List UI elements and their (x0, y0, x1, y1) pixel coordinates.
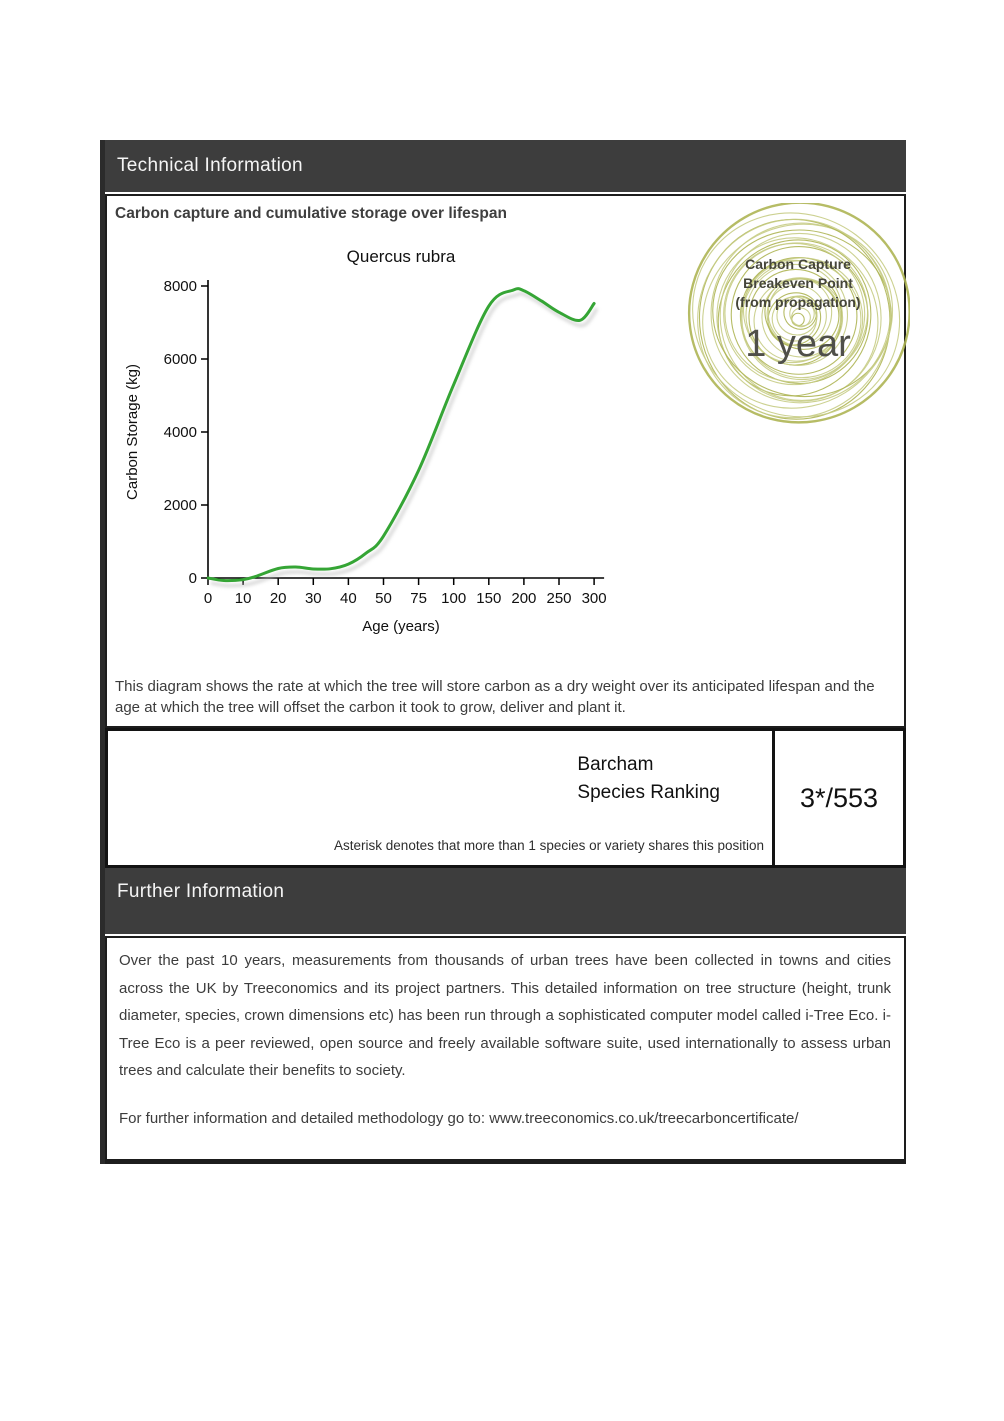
further-information-title: Further Information (117, 881, 285, 902)
further-information-paragraph: Over the past 10 years, measurements from thousands of urban trees have been collected in towns and cities across the UK by Treeconomics and its project partners. This detailed information on tree structure (height, trunk diameter, species, crown dimensions etc) has been run through a sophisticated computer model called i-Tree Eco. i-Tree Eco is a peer reviewed, open source and freely available software suite, used internationally to assess urban trees and calculate their benefits to society. (119, 952, 891, 1079)
species-ranking-left-cell (108, 731, 772, 865)
svg-text:Carbon Storage (kg): Carbon Storage (kg) (124, 364, 141, 500)
svg-text:2000: 2000 (163, 497, 197, 514)
svg-text:100: 100 (441, 590, 467, 607)
svg-text:250: 250 (546, 590, 572, 607)
svg-text:50: 50 (375, 590, 392, 607)
further-information-header (105, 868, 906, 934)
svg-text:4000: 4000 (163, 424, 197, 441)
svg-text:200: 200 (511, 590, 537, 607)
badge-line-3: (from propagation) (735, 294, 861, 310)
svg-text:0: 0 (188, 570, 197, 587)
certificate-page (100, 140, 906, 1164)
breakeven-badge-text (686, 203, 910, 427)
badge-line-1: Carbon Capture (745, 256, 851, 272)
svg-text:Age (years): Age (years) (362, 618, 440, 635)
ranking-label-line-2: Species Ranking (577, 782, 720, 803)
chart-description: This diagram shows the rate at which the tree will store carbon as a dry weight over its anticipated lifespan and the age at which the tree will offset the carbon it took to grow, deliver and plant it. (115, 678, 875, 716)
breakeven-badge (686, 203, 910, 427)
technical-information-title: Technical Information (117, 155, 303, 176)
svg-text:20: 20 (269, 590, 287, 607)
svg-text:6000: 6000 (163, 351, 197, 368)
svg-text:10: 10 (234, 590, 252, 607)
svg-text:8000: 8000 (163, 278, 197, 295)
badge-line-2: Breakeven Point (743, 275, 853, 291)
chart-panel-title: Carbon capture and cumulative storage over lifespan (115, 205, 507, 222)
svg-text:Quercus rubra: Quercus rubra (346, 247, 456, 266)
svg-text:300: 300 (581, 590, 607, 607)
svg-text:0: 0 (203, 590, 213, 607)
species-ranking-panel (105, 728, 906, 868)
carbon-storage-line-chart (115, 238, 675, 653)
species-ranking-label (577, 751, 720, 807)
svg-text:40: 40 (340, 590, 357, 607)
methodology-link-line: For further information and detailed methodology go to: www.treeconomics.co.uk/treecarboncertificate/ (119, 1110, 799, 1127)
further-information-panel (105, 936, 906, 1164)
ranking-asterisk-note: Asterisk denotes that more than 1 species or variety shares this position (334, 838, 764, 853)
technical-information-header (105, 140, 906, 192)
svg-text:75: 75 (410, 590, 427, 607)
ranking-label-line-1: Barcham (577, 754, 654, 775)
svg-text:150: 150 (476, 590, 502, 607)
badge-breakeven-value: 1 year (745, 323, 851, 365)
species-ranking-value-cell (772, 731, 903, 865)
species-ranking-value: 3*/553 (799, 782, 879, 813)
carbon-capture-chart-panel (105, 194, 906, 728)
svg-text:30: 30 (304, 590, 322, 607)
